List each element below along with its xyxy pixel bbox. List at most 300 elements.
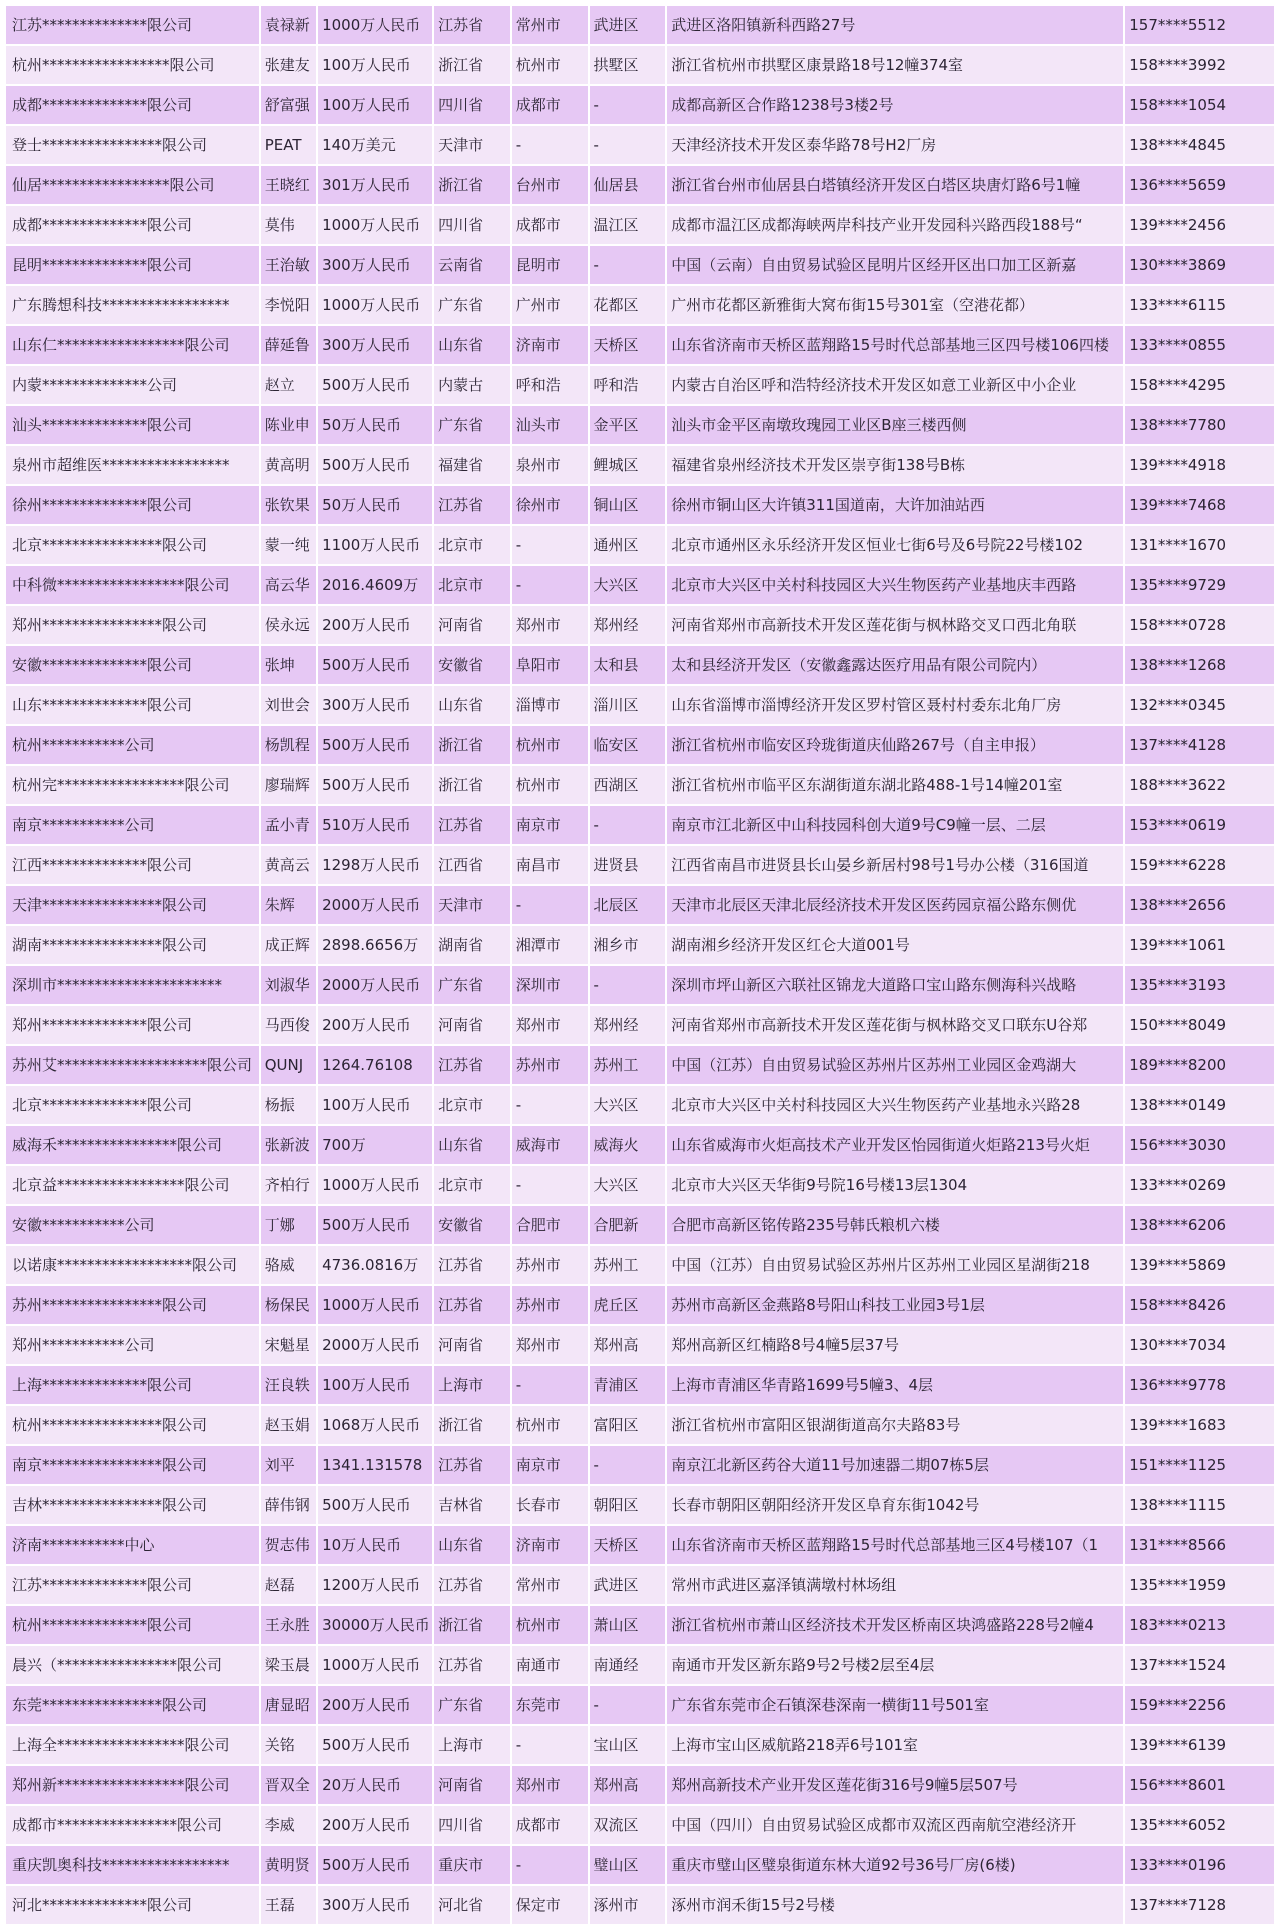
cell-city: 昆明市: [511, 245, 589, 285]
table-row: [5, 5, 1275, 45]
cell-district: 郑州经: [589, 605, 667, 645]
cell-registered-capital: 1000万人民币: [317, 5, 433, 45]
cell-province: 江苏省: [433, 1285, 511, 1325]
cell-district: 南通经: [589, 1645, 667, 1685]
cell-registered-capital: 500万人民币: [317, 365, 433, 405]
cell-province: 浙江省: [433, 165, 511, 205]
cell-company-name: 泉州市超维医*****************: [5, 445, 260, 485]
cell-phone: 158****1054: [1124, 85, 1275, 125]
cell-district: 涿州市: [589, 1885, 667, 1925]
cell-phone: 135****3193: [1124, 965, 1275, 1005]
cell-address: 广东省东莞市企石镇深巷深南一横街11号501室: [666, 1685, 1124, 1725]
cell-district: 威海火: [589, 1125, 667, 1165]
cell-city: -: [511, 525, 589, 565]
cell-city: 淄博市: [511, 685, 589, 725]
cell-district: 宝山区: [589, 1725, 667, 1765]
cell-registered-capital: 100万人民币: [317, 1085, 433, 1125]
table-row: [5, 925, 1275, 965]
cell-registered-capital: 1000万人民币: [317, 1165, 433, 1205]
cell-address: 内蒙古自治区呼和浩特经济技术开发区如意工业新区中小企业: [666, 365, 1124, 405]
cell-legal-representative: 宋魁星: [260, 1325, 317, 1365]
cell-city: 杭州市: [511, 1405, 589, 1445]
cell-district: 双流区: [589, 1805, 667, 1845]
cell-province: 河南省: [433, 1325, 511, 1365]
table-row: [5, 1085, 1275, 1125]
cell-address: 武进区洛阳镇新科西路27号: [666, 5, 1124, 45]
cell-registered-capital: 50万人民币: [317, 405, 433, 445]
cell-district: 合肥新: [589, 1205, 667, 1245]
cell-registered-capital: 100万人民币: [317, 85, 433, 125]
cell-district: 郑州经: [589, 1005, 667, 1045]
cell-city: 郑州市: [511, 1325, 589, 1365]
cell-company-name: 广东腾想科技*****************: [5, 285, 260, 325]
cell-city: 南通市: [511, 1645, 589, 1685]
cell-legal-representative: 张新波: [260, 1125, 317, 1165]
cell-province: 上海市: [433, 1365, 511, 1405]
cell-city: 汕头市: [511, 405, 589, 445]
table-row: [5, 1205, 1275, 1245]
cell-address: 江西省南昌市进贤县长山晏乡新居村98号1号办公楼（316国道: [666, 845, 1124, 885]
cell-address: 山东省淄博市淄博经济开发区罗村管区聂村村委东北角厂房: [666, 685, 1124, 725]
cell-province: 重庆市: [433, 1845, 511, 1885]
cell-district: -: [589, 1445, 667, 1485]
cell-phone: 138****7780: [1124, 405, 1275, 445]
cell-city: 杭州市: [511, 765, 589, 805]
cell-phone: 136****9778: [1124, 1365, 1275, 1405]
cell-registered-capital: 500万人民币: [317, 1845, 433, 1885]
cell-city: 郑州市: [511, 605, 589, 645]
table-row: [5, 725, 1275, 765]
cell-city: 济南市: [511, 325, 589, 365]
cell-city: 成都市: [511, 205, 589, 245]
cell-company-name: 南京****************限公司: [5, 1445, 260, 1485]
cell-address: 山东省济南市天桥区蓝翔路15号时代总部基地三区4号楼107（1: [666, 1525, 1124, 1565]
cell-address: 汕头市金平区南墩玫瑰园工业区B座三楼西侧: [666, 405, 1124, 445]
cell-address: 涿州市润禾街15号2号楼: [666, 1885, 1124, 1925]
cell-registered-capital: 200万人民币: [317, 1685, 433, 1725]
cell-city: 泉州市: [511, 445, 589, 485]
cell-company-name: 仙居*****************限公司: [5, 165, 260, 205]
cell-city: -: [511, 1725, 589, 1765]
table-row: [5, 1645, 1275, 1685]
cell-phone: 158****4295: [1124, 365, 1275, 405]
cell-legal-representative: 侯永远: [260, 605, 317, 645]
cell-legal-representative: 马西俊: [260, 1005, 317, 1045]
cell-company-name: 湖南****************限公司: [5, 925, 260, 965]
cell-address: 天津经济技术开发区泰华路78号H2厂房: [666, 125, 1124, 165]
cell-province: 四川省: [433, 205, 511, 245]
cell-city: 长春市: [511, 1485, 589, 1525]
cell-province: 吉林省: [433, 1485, 511, 1525]
cell-district: 花都区: [589, 285, 667, 325]
cell-legal-representative: 齐柏行: [260, 1165, 317, 1205]
cell-phone: 188****3622: [1124, 765, 1275, 805]
cell-address: 广州市花都区新雅街大窝布街15号301室（空港花都）: [666, 285, 1124, 325]
cell-registered-capital: 2000万人民币: [317, 885, 433, 925]
cell-province: 河南省: [433, 1005, 511, 1045]
cell-legal-representative: 丁娜: [260, 1205, 317, 1245]
cell-address: 中国（江苏）自由贸易试验区苏州片区苏州工业园区星湖街218: [666, 1245, 1124, 1285]
cell-phone: 133****6115: [1124, 285, 1275, 325]
cell-company-name: 杭州*****************限公司: [5, 45, 260, 85]
cell-address: 南京江北新区药谷大道11号加速器二期07栋5层: [666, 1445, 1124, 1485]
cell-province: 浙江省: [433, 725, 511, 765]
cell-legal-representative: 袁禄新: [260, 5, 317, 45]
table-row: [5, 1765, 1275, 1805]
cell-city: 苏州市: [511, 1245, 589, 1285]
cell-city: -: [511, 1365, 589, 1405]
cell-district: 呼和浩: [589, 365, 667, 405]
cell-registered-capital: 30000万人民币: [317, 1605, 433, 1645]
table-row: [5, 205, 1275, 245]
cell-address: 上海市青浦区华青路1699号5幢3、4层: [666, 1365, 1124, 1405]
cell-company-name: 江苏**************限公司: [5, 5, 260, 45]
cell-district: 青浦区: [589, 1365, 667, 1405]
cell-registered-capital: 1000万人民币: [317, 1645, 433, 1685]
cell-company-name: 东莞****************限公司: [5, 1685, 260, 1725]
cell-district: 温江区: [589, 205, 667, 245]
cell-legal-representative: 李悦阳: [260, 285, 317, 325]
cell-phone: 136****5659: [1124, 165, 1275, 205]
cell-registered-capital: 500万人民币: [317, 645, 433, 685]
cell-district: 萧山区: [589, 1605, 667, 1645]
cell-city: 湘潭市: [511, 925, 589, 965]
cell-company-name: 安徽***********公司: [5, 1205, 260, 1245]
cell-district: -: [589, 125, 667, 165]
cell-legal-representative: 王晓红: [260, 165, 317, 205]
cell-city: -: [511, 125, 589, 165]
cell-registered-capital: 20万人民币: [317, 1765, 433, 1805]
cell-legal-representative: 成正辉: [260, 925, 317, 965]
cell-address: 常州市武进区嘉泽镇满墩村林场组: [666, 1565, 1124, 1605]
cell-district: 通州区: [589, 525, 667, 565]
cell-company-name: 威海禾****************限公司: [5, 1125, 260, 1165]
cell-company-name: 北京益*****************限公司: [5, 1165, 260, 1205]
table-row: [5, 525, 1275, 565]
cell-registered-capital: 200万人民币: [317, 605, 433, 645]
cell-address: 深圳市坪山新区六联社区锦龙大道路口宝山路东侧海科兴战略: [666, 965, 1124, 1005]
cell-registered-capital: 1068万人民币: [317, 1405, 433, 1445]
cell-district: -: [589, 805, 667, 845]
cell-phone: 137****7128: [1124, 1885, 1275, 1925]
cell-registered-capital: 2898.6656万: [317, 925, 433, 965]
cell-company-name: 重庆凯奥科技*****************: [5, 1845, 260, 1885]
cell-phone: 138****4845: [1124, 125, 1275, 165]
cell-district: 拱墅区: [589, 45, 667, 85]
cell-registered-capital: 2000万人民币: [317, 965, 433, 1005]
cell-city: 保定市: [511, 1885, 589, 1925]
cell-company-name: 杭州****************限公司: [5, 1405, 260, 1445]
cell-registered-capital: 100万人民币: [317, 45, 433, 85]
cell-city: -: [511, 885, 589, 925]
cell-phone: 189****8200: [1124, 1045, 1275, 1085]
table-row: [5, 125, 1275, 165]
cell-legal-representative: 王治敏: [260, 245, 317, 285]
cell-phone: 131****1670: [1124, 525, 1275, 565]
cell-address: 徐州市铜山区大许镇311国道南，大许加油站西: [666, 485, 1124, 525]
cell-company-name: 苏州****************限公司: [5, 1285, 260, 1325]
cell-phone: 139****1683: [1124, 1405, 1275, 1445]
cell-legal-representative: 黄明贤: [260, 1845, 317, 1885]
cell-address: 重庆市璧山区璧泉街道东林大道92号36号厂房(6楼): [666, 1845, 1124, 1885]
cell-province: 江苏省: [433, 805, 511, 845]
cell-city: 南昌市: [511, 845, 589, 885]
cell-phone: 158****8426: [1124, 1285, 1275, 1325]
cell-district: 西湖区: [589, 765, 667, 805]
cell-legal-representative: 廖瑞辉: [260, 765, 317, 805]
table-row: [5, 1365, 1275, 1405]
cell-province: 北京市: [433, 1085, 511, 1125]
table-row: [5, 965, 1275, 1005]
cell-city: -: [511, 1165, 589, 1205]
cell-legal-representative: 莫伟: [260, 205, 317, 245]
cell-district: 大兴区: [589, 565, 667, 605]
cell-legal-representative: 朱辉: [260, 885, 317, 925]
cell-district: 铜山区: [589, 485, 667, 525]
table-row: [5, 1605, 1275, 1645]
table-row: [5, 1005, 1275, 1045]
cell-phone: 139****5869: [1124, 1245, 1275, 1285]
cell-legal-representative: 梁玉晨: [260, 1645, 317, 1685]
cell-province: 江西省: [433, 845, 511, 885]
cell-registered-capital: 100万人民币: [317, 1365, 433, 1405]
cell-registered-capital: 500万人民币: [317, 1205, 433, 1245]
cell-address: 太和县经济开发区（安徽鑫露达医疗用品有限公司院内）: [666, 645, 1124, 685]
cell-address: 成都高新区合作路1238号3楼2号: [666, 85, 1124, 125]
cell-district: 郑州高: [589, 1325, 667, 1365]
cell-city: 杭州市: [511, 1605, 589, 1645]
cell-phone: 183****0213: [1124, 1605, 1275, 1645]
table-row: [5, 1325, 1275, 1365]
cell-district: 太和县: [589, 645, 667, 685]
cell-legal-representative: 唐显昭: [260, 1685, 317, 1725]
cell-province: 北京市: [433, 565, 511, 605]
cell-phone: 130****3869: [1124, 245, 1275, 285]
table-row: [5, 445, 1275, 485]
table-row: [5, 845, 1275, 885]
cell-district: -: [589, 245, 667, 285]
cell-company-name: 上海**************限公司: [5, 1365, 260, 1405]
cell-province: 广东省: [433, 405, 511, 445]
table-row: [5, 1565, 1275, 1605]
cell-city: -: [511, 1085, 589, 1125]
cell-phone: 150****8049: [1124, 1005, 1275, 1045]
cell-phone: 138****1115: [1124, 1485, 1275, 1525]
cell-city: 成都市: [511, 1805, 589, 1845]
table-row: [5, 1845, 1275, 1885]
cell-registered-capital: 500万人民币: [317, 1725, 433, 1765]
cell-city: 深圳市: [511, 965, 589, 1005]
cell-legal-representative: 骆威: [260, 1245, 317, 1285]
table-row: [5, 85, 1275, 125]
cell-province: 北京市: [433, 1165, 511, 1205]
cell-address: 长春市朝阳区朝阳经济开发区阜育东街1042号: [666, 1485, 1124, 1525]
table-row: [5, 405, 1275, 445]
table-row: [5, 1885, 1275, 1925]
cell-city: 杭州市: [511, 45, 589, 85]
cell-company-name: 内蒙**************公司: [5, 365, 260, 405]
table-row: [5, 885, 1275, 925]
cell-phone: 133****0196: [1124, 1845, 1275, 1885]
cell-legal-representative: 关铭: [260, 1725, 317, 1765]
table-row: [5, 1485, 1275, 1525]
cell-legal-representative: 刘淑华: [260, 965, 317, 1005]
table-row: [5, 1165, 1275, 1205]
cell-province: 广东省: [433, 285, 511, 325]
cell-phone: 139****1061: [1124, 925, 1275, 965]
cell-province: 河南省: [433, 1765, 511, 1805]
table-row: [5, 1045, 1275, 1085]
cell-company-name: 汕头**************限公司: [5, 405, 260, 445]
cell-district: 苏州工: [589, 1245, 667, 1285]
cell-registered-capital: 50万人民币: [317, 485, 433, 525]
cell-province: 山东省: [433, 1125, 511, 1165]
cell-province: 江苏省: [433, 1445, 511, 1485]
cell-phone: 137****4128: [1124, 725, 1275, 765]
cell-legal-representative: 张建友: [260, 45, 317, 85]
table-row: [5, 485, 1275, 525]
cell-district: 天桥区: [589, 1525, 667, 1565]
table-row: [5, 1445, 1275, 1485]
cell-address: 北京市通州区永乐经济开发区恒业七街6号及6号院22号楼102: [666, 525, 1124, 565]
cell-company-name: 郑州***********公司: [5, 1325, 260, 1365]
cell-legal-representative: 杨振: [260, 1085, 317, 1125]
cell-company-name: 吉林****************限公司: [5, 1485, 260, 1525]
cell-phone: 159****2256: [1124, 1685, 1275, 1725]
cell-address: 上海市宝山区威航路218弄6号101室: [666, 1725, 1124, 1765]
cell-address: 湖南湘乡经济开发区红仑大道001号: [666, 925, 1124, 965]
cell-registered-capital: 700万: [317, 1125, 433, 1165]
cell-district: -: [589, 965, 667, 1005]
cell-district: -: [589, 85, 667, 125]
cell-company-name: 郑州**************限公司: [5, 1005, 260, 1045]
cell-registered-capital: 1264.76108: [317, 1045, 433, 1085]
cell-province: 天津市: [433, 125, 511, 165]
cell-phone: 157****5512: [1124, 5, 1275, 45]
cell-district: 临安区: [589, 725, 667, 765]
cell-province: 四川省: [433, 85, 511, 125]
cell-registered-capital: 1000万人民币: [317, 1285, 433, 1325]
cell-company-name: 深圳市**********************: [5, 965, 260, 1005]
cell-city: 苏州市: [511, 1045, 589, 1085]
cell-registered-capital: 510万人民币: [317, 805, 433, 845]
table-row: [5, 1805, 1275, 1845]
cell-registered-capital: 1000万人民币: [317, 205, 433, 245]
cell-phone: 153****0619: [1124, 805, 1275, 845]
table-row: [5, 45, 1275, 85]
cell-phone: 138****2656: [1124, 885, 1275, 925]
table-row: [5, 245, 1275, 285]
cell-address: 南通市开发区新东路9号2号楼2层至4层: [666, 1645, 1124, 1685]
cell-phone: 139****6139: [1124, 1725, 1275, 1765]
table-row: [5, 365, 1275, 405]
cell-company-name: 以诺康******************限公司: [5, 1245, 260, 1285]
cell-city: -: [511, 1845, 589, 1885]
cell-legal-representative: QUNJ: [260, 1045, 317, 1085]
cell-district: 鲤城区: [589, 445, 667, 485]
cell-legal-representative: 汪良轶: [260, 1365, 317, 1405]
cell-address: 中国（云南）自由贸易试验区昆明片区经开区出口加工区新嘉: [666, 245, 1124, 285]
cell-company-name: 登士****************限公司: [5, 125, 260, 165]
company-table: [4, 4, 1276, 1926]
cell-address: 中国（四川）自由贸易试验区成都市双流区西南航空港经济开: [666, 1805, 1124, 1845]
cell-district: 郑州高: [589, 1765, 667, 1805]
cell-company-name: 郑州新*****************限公司: [5, 1765, 260, 1805]
cell-address: 福建省泉州经济技术开发区崇亨街138号B栋: [666, 445, 1124, 485]
cell-address: 山东省威海市火炬高技术产业开发区怡园街道火炬路213号火炬: [666, 1125, 1124, 1165]
cell-city: -: [511, 565, 589, 605]
cell-address: 浙江省杭州市萧山区经济技术开发区桥南区块鸿盛路228号2幢4: [666, 1605, 1124, 1645]
cell-phone: 138****0149: [1124, 1085, 1275, 1125]
cell-province: 浙江省: [433, 1605, 511, 1645]
table-row: [5, 1285, 1275, 1325]
cell-address: 合肥市高新区铭传路235号韩氏粮机六楼: [666, 1205, 1124, 1245]
cell-address: 浙江省台州市仙居县白塔镇经济开发区白塔区块唐灯路6号1幢: [666, 165, 1124, 205]
cell-company-name: 上海全*****************限公司: [5, 1725, 260, 1765]
cell-phone: 138****6206: [1124, 1205, 1275, 1245]
cell-city: 常州市: [511, 1565, 589, 1605]
cell-phone: 139****4918: [1124, 445, 1275, 485]
cell-city: 徐州市: [511, 485, 589, 525]
cell-address: 山东省济南市天桥区蓝翔路15号时代总部基地三区四号楼106四楼: [666, 325, 1124, 365]
cell-city: 郑州市: [511, 1005, 589, 1045]
cell-province: 浙江省: [433, 1405, 511, 1445]
cell-legal-representative: 贺志伟: [260, 1525, 317, 1565]
cell-company-name: 昆明**************限公司: [5, 245, 260, 285]
cell-legal-representative: PEAT: [260, 125, 317, 165]
cell-province: 江苏省: [433, 485, 511, 525]
cell-registered-capital: 10万人民币: [317, 1525, 433, 1565]
cell-company-name: 北京**************限公司: [5, 1085, 260, 1125]
cell-legal-representative: 薛伟钢: [260, 1485, 317, 1525]
cell-city: 台州市: [511, 165, 589, 205]
cell-province: 北京市: [433, 525, 511, 565]
cell-city: 济南市: [511, 1525, 589, 1565]
table-row: [5, 645, 1275, 685]
cell-phone: 156****8601: [1124, 1765, 1275, 1805]
cell-registered-capital: 2016.4609万: [317, 565, 433, 605]
cell-phone: 133****0269: [1124, 1165, 1275, 1205]
cell-province: 湖南省: [433, 925, 511, 965]
cell-phone: 131****8566: [1124, 1525, 1275, 1565]
cell-company-name: 江西**************限公司: [5, 845, 260, 885]
cell-address: 浙江省杭州市拱墅区康景路18号12幢374室: [666, 45, 1124, 85]
cell-registered-capital: 1298万人民币: [317, 845, 433, 885]
cell-registered-capital: 300万人民币: [317, 325, 433, 365]
cell-city: 南京市: [511, 1445, 589, 1485]
cell-legal-representative: 薛延鲁: [260, 325, 317, 365]
cell-company-name: 成都**************限公司: [5, 85, 260, 125]
cell-province: 山东省: [433, 685, 511, 725]
cell-legal-representative: 杨保民: [260, 1285, 317, 1325]
cell-company-name: 苏州艾********************限公司: [5, 1045, 260, 1085]
cell-company-name: 南京***********公司: [5, 805, 260, 845]
cell-province: 河北省: [433, 1885, 511, 1925]
cell-province: 江苏省: [433, 1645, 511, 1685]
cell-registered-capital: 500万人民币: [317, 1485, 433, 1525]
cell-legal-representative: 高云华: [260, 565, 317, 605]
cell-registered-capital: 500万人民币: [317, 725, 433, 765]
cell-district: 天桥区: [589, 325, 667, 365]
cell-district: 璧山区: [589, 1845, 667, 1885]
cell-district: 大兴区: [589, 1085, 667, 1125]
cell-company-name: 晨兴（****************限公司: [5, 1645, 260, 1685]
cell-address: 浙江省杭州市富阳区银湖街道高尔夫路83号: [666, 1405, 1124, 1445]
table-row: [5, 1405, 1275, 1445]
cell-province: 广东省: [433, 1685, 511, 1725]
cell-registered-capital: 300万人民币: [317, 685, 433, 725]
cell-district: 仙居县: [589, 165, 667, 205]
